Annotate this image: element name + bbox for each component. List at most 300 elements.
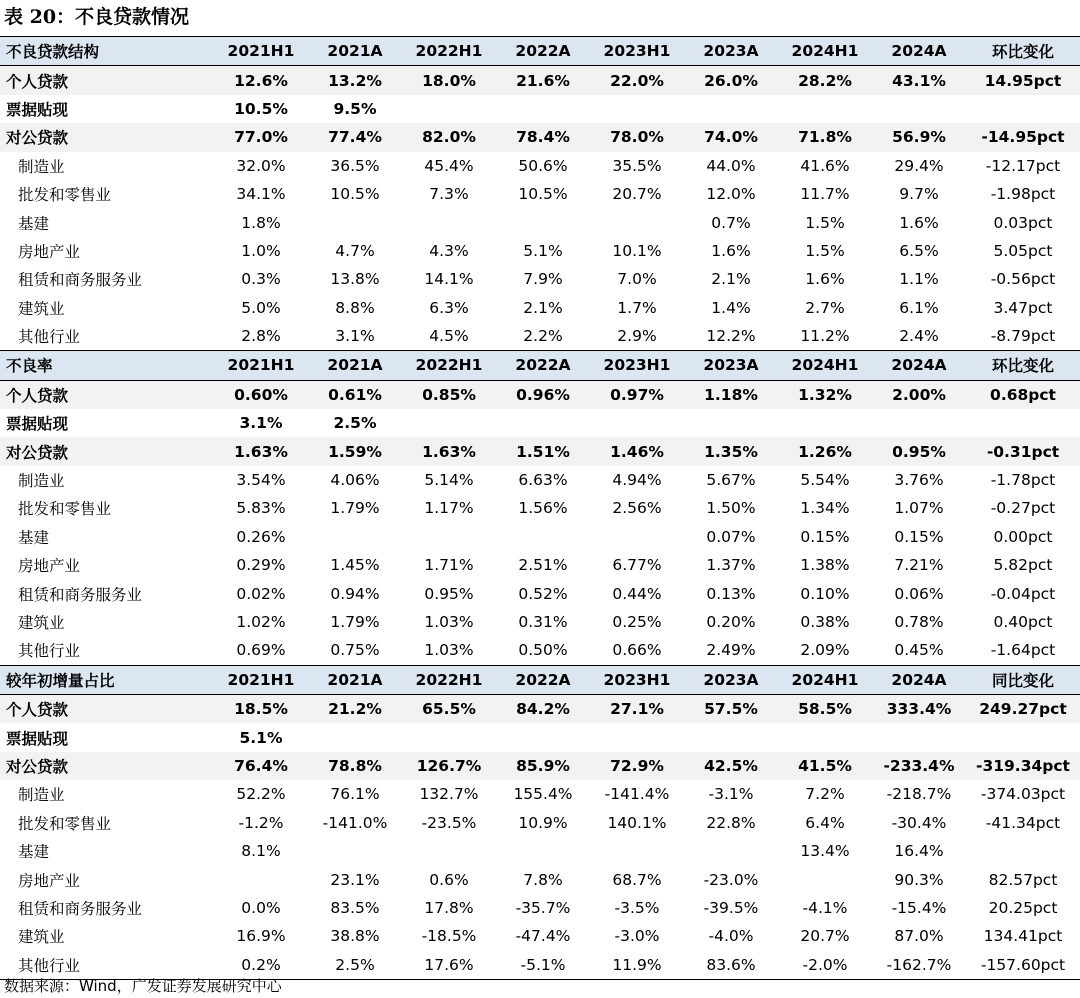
table-cell: 0.2% [241, 955, 281, 974]
column-header: 2022A [496, 351, 590, 380]
row-label: 基建 [18, 214, 50, 233]
column-header: 2024H1 [778, 351, 872, 380]
table-row [0, 237, 1080, 265]
table-cell: -319.34pct [966, 752, 1080, 780]
table-cell: 2.2% [523, 327, 563, 346]
table-cell: 13.4% [800, 842, 850, 861]
table-cell: 12.6% [214, 66, 308, 95]
table-cell [308, 523, 402, 551]
table-cell: -157.60pct [980, 955, 1066, 974]
table-cell: 18.0% [402, 66, 496, 95]
table-cell: 20.7% [800, 927, 850, 946]
table-cell: 1.02% [236, 613, 286, 631]
table-cell: 82.0% [402, 123, 496, 151]
table-cell [496, 208, 590, 236]
table-cell: 0.38% [800, 613, 850, 631]
table-cell: -47.4% [515, 927, 571, 946]
table-cell: 83.6% [706, 955, 756, 974]
table-cell [590, 723, 684, 751]
table-cell: 18.5% [214, 694, 308, 723]
row-label: 其他行业 [18, 328, 81, 347]
table-cell [402, 723, 496, 751]
table-cell: 12.0% [706, 185, 756, 204]
table-cell: 7.8% [523, 870, 563, 889]
table-cell [778, 409, 872, 437]
table-cell [590, 523, 684, 551]
table-cell: 5.54% [800, 471, 850, 490]
table-row [0, 894, 1080, 922]
table-cell: 1.17% [424, 499, 474, 518]
table-cell: -1.78pct [990, 471, 1056, 490]
table-cell [684, 95, 778, 123]
row-label: 基建 [18, 843, 50, 862]
table-cell: 1.35% [684, 437, 778, 465]
table-cell: 10.5% [518, 185, 568, 204]
table-cell: -39.5% [703, 898, 759, 917]
table-cell: 13.8% [330, 270, 380, 289]
table-cell: 5.83% [236, 499, 286, 518]
table-cell: 2.1% [711, 270, 751, 289]
table-cell: 77.0% [214, 123, 308, 151]
table-cell: 9.5% [333, 99, 377, 118]
table-cell: 6.63% [518, 471, 568, 490]
table-caption: 表 20：不良贷款情况 [4, 6, 190, 28]
table-cell [966, 95, 1080, 123]
table-cell: 1.1% [899, 270, 939, 289]
table-cell: -1.2% [238, 813, 284, 832]
section-title: 不良率 [0, 351, 214, 380]
table-row [0, 551, 1080, 579]
table-cell: 0.3% [241, 270, 281, 289]
table-cell: 1.59% [308, 437, 402, 465]
table-row [0, 922, 1080, 950]
row-label: 房地产业 [18, 871, 81, 890]
table-cell: 58.5% [778, 694, 872, 723]
table-cell [590, 95, 684, 123]
table-cell: 17.6% [424, 955, 474, 974]
table-cell: 17.8% [424, 898, 474, 917]
table-cell: 42.5% [684, 752, 778, 780]
table-cell: 0.00pct [993, 527, 1053, 546]
table-cell [778, 723, 872, 751]
table-cell: 0.85% [402, 380, 496, 409]
table-cell: 0.45% [894, 641, 944, 660]
row-label: 个人贷款 [0, 380, 214, 409]
table-cell: 2.7% [805, 298, 845, 317]
table-cell: 21.6% [496, 66, 590, 95]
table-cell: -18.5% [421, 927, 477, 946]
table-cell: 0.20% [706, 613, 756, 631]
row-label: 票据贴现 [6, 729, 69, 748]
table-cell: -0.27pct [990, 499, 1056, 518]
column-header: 2024A [872, 665, 966, 694]
table-cell: 0.68pct [966, 380, 1080, 409]
table-cell: 0.96% [496, 380, 590, 409]
table-cell: 4.94% [612, 471, 662, 490]
table-cell: 1.56% [518, 499, 568, 518]
column-header: 环比变化 [966, 351, 1080, 380]
table-cell: 3.1% [335, 327, 375, 346]
table-cell: 1.26% [778, 437, 872, 465]
table-cell [684, 409, 778, 437]
row-label: 建筑业 [18, 614, 65, 632]
table-cell: 11.7% [800, 185, 850, 204]
table-cell: -3.1% [708, 785, 754, 804]
table-cell: 4.3% [429, 241, 469, 260]
table-cell: 32.0% [236, 156, 286, 175]
row-label: 对公贷款 [0, 437, 214, 465]
table-cell: 20.7% [612, 185, 662, 204]
table-cell: -0.04pct [990, 584, 1056, 603]
table-row [0, 380, 1080, 409]
table-row [0, 409, 1080, 437]
table-cell: 7.3% [429, 185, 469, 204]
table-row [0, 208, 1080, 236]
table-cell: 10.5% [234, 99, 288, 118]
row-label: 对公贷款 [0, 123, 214, 151]
table-cell: 0.13% [706, 584, 756, 603]
row-label: 建筑业 [18, 299, 65, 318]
table-cell: 1.6% [899, 213, 939, 232]
table-cell: 45.4% [424, 156, 474, 175]
column-header: 2024H1 [778, 37, 872, 66]
table-cell: 1.63% [402, 437, 496, 465]
table-cell: -4.0% [708, 927, 754, 946]
row-label: 制造业 [18, 472, 65, 491]
table-cell: 14.1% [424, 270, 474, 289]
table-cell [308, 837, 402, 865]
table-cell: -374.03pct [980, 785, 1066, 804]
table-cell: -141.4% [604, 785, 670, 804]
table-cell: 0.15% [800, 527, 850, 546]
table-cell: 7.21% [894, 556, 944, 575]
table-cell: 21.2% [308, 694, 402, 723]
table-cell: 0.44% [612, 584, 662, 603]
table-cell: 4.7% [335, 241, 375, 260]
table-cell: 22.8% [706, 813, 756, 832]
table-cell [966, 837, 1080, 865]
table-cell: 0.25% [612, 613, 662, 631]
table-row [0, 809, 1080, 837]
table-cell [684, 723, 778, 751]
table-cell: -8.79pct [990, 327, 1056, 346]
table-cell: 41.6% [800, 156, 850, 175]
table-cell [402, 837, 496, 865]
column-header: 2022A [496, 37, 590, 66]
table-cell: 155.4% [513, 785, 573, 804]
table-cell: 26.0% [684, 66, 778, 95]
table-cell: -233.4% [872, 752, 966, 780]
row-label: 基建 [18, 528, 50, 547]
table-cell: 78.0% [590, 123, 684, 151]
table-cell: 5.05pct [993, 241, 1053, 260]
table-cell: 20.25pct [988, 898, 1058, 917]
table-cell [872, 409, 966, 437]
table-cell: 5.1% [239, 728, 283, 747]
table-row [0, 322, 1080, 351]
table-row [0, 466, 1080, 494]
row-label: 个人贷款 [0, 694, 214, 723]
table-cell: 87.0% [894, 927, 944, 946]
table-cell: 78.8% [308, 752, 402, 780]
table-cell: 0.03pct [993, 213, 1053, 232]
table-cell: 0.0% [241, 898, 281, 917]
table-row [0, 523, 1080, 551]
table-cell [402, 208, 496, 236]
table-cell: 0.61% [308, 380, 402, 409]
row-label: 批发和零售业 [18, 500, 112, 519]
table-cell: 1.4% [711, 298, 751, 317]
table-cell [684, 837, 778, 865]
table-cell: 5.82pct [993, 556, 1053, 575]
column-header: 2023H1 [590, 351, 684, 380]
table-cell: 50.6% [518, 156, 568, 175]
table-cell: 1.6% [805, 270, 845, 289]
table-cell: -141.0% [322, 813, 388, 832]
table-cell: 10.9% [518, 813, 568, 832]
table-cell: 1.79% [330, 499, 380, 518]
table-cell: 6.5% [899, 241, 939, 260]
row-label: 批发和零售业 [18, 814, 112, 833]
row-label: 房地产业 [18, 557, 81, 576]
row-label: 建筑业 [18, 928, 65, 947]
table-cell: 2.00% [872, 380, 966, 409]
table-cell: 23.1% [330, 870, 380, 889]
column-header: 2023A [684, 37, 778, 66]
row-label: 租赁和商务服务业 [18, 271, 143, 290]
row-label: 票据贴现 [6, 100, 69, 119]
table-cell [496, 837, 590, 865]
table-cell: 2.9% [617, 327, 657, 346]
table-cell: -23.0% [703, 870, 759, 889]
column-header: 2023A [684, 665, 778, 694]
table-cell: 0.29% [236, 556, 286, 575]
table-cell [308, 723, 402, 751]
table-cell: 6.1% [899, 298, 939, 317]
section-title: 较年初增量占比 [0, 665, 214, 694]
table-cell [402, 95, 496, 123]
row-label: 制造业 [18, 786, 65, 805]
table-cell [496, 95, 590, 123]
table-row [0, 837, 1080, 865]
table-cell: 0.66% [612, 641, 662, 660]
table-cell: 2.56% [612, 499, 662, 518]
row-label: 票据贴现 [6, 415, 69, 434]
table-cell: 44.0% [706, 156, 756, 175]
table-cell [214, 865, 308, 893]
table-cell: -0.56pct [990, 270, 1056, 289]
table-cell: 65.5% [402, 694, 496, 723]
column-header: 2021H1 [214, 665, 308, 694]
table-row [0, 437, 1080, 465]
table-cell [496, 409, 590, 437]
table-cell: 7.2% [805, 785, 845, 804]
table-cell: 1.5% [805, 213, 845, 232]
table-cell: 132.7% [419, 785, 479, 804]
table-cell: 1.0% [241, 241, 281, 260]
table-cell: 2.49% [706, 641, 756, 660]
table-cell: -3.0% [614, 927, 660, 946]
table-cell: 16.4% [894, 842, 944, 861]
table-cell: 0.7% [711, 213, 751, 232]
table-cell: 82.57pct [988, 870, 1058, 889]
column-header: 2024A [872, 37, 966, 66]
table-row [0, 636, 1080, 665]
table-cell: 72.9% [590, 752, 684, 780]
table-cell: 1.50% [706, 499, 756, 518]
column-header: 2021H1 [214, 37, 308, 66]
table-row [0, 494, 1080, 522]
table-cell: 3.1% [239, 414, 283, 433]
table-cell: 8.8% [335, 298, 375, 317]
table-cell: 22.0% [590, 66, 684, 95]
table-cell: 28.2% [778, 66, 872, 95]
table-cell: 4.06% [330, 471, 380, 490]
table-cell: -15.4% [891, 898, 947, 917]
table-cell: 0.6% [429, 870, 469, 889]
column-header: 2022H1 [402, 665, 496, 694]
table-cell: 0.07% [706, 527, 756, 546]
table-cell: 0.10% [800, 584, 850, 603]
table-cell: 1.18% [684, 380, 778, 409]
column-header: 2022H1 [402, 37, 496, 66]
table-cell: 1.03% [424, 613, 474, 631]
table-cell: 1.71% [424, 556, 474, 575]
table-cell: 12.2% [706, 327, 756, 346]
table-cell: -1.64pct [990, 641, 1056, 660]
row-label: 租赁和商务服务业 [18, 585, 143, 604]
table-row [0, 123, 1080, 151]
table-cell: 9.7% [899, 185, 939, 204]
table-cell: 5.1% [523, 241, 563, 260]
table-cell [402, 523, 496, 551]
table-row [0, 180, 1080, 208]
table-cell: 2.1% [523, 298, 563, 317]
table-row [0, 865, 1080, 893]
table-cell: 140.1% [607, 813, 667, 832]
table-cell [778, 95, 872, 123]
table-cell: -14.95pct [966, 123, 1080, 151]
table-cell: 77.4% [308, 123, 402, 151]
table-cell: 0.95% [872, 437, 966, 465]
table-row [0, 66, 1080, 95]
table-cell: 0.94% [330, 584, 380, 603]
table-cell: 35.5% [612, 156, 662, 175]
table-cell: 0.26% [236, 527, 286, 546]
row-label: 对公贷款 [0, 752, 214, 780]
table-cell [590, 409, 684, 437]
table-cell: 0.52% [518, 584, 568, 603]
table-cell: -2.0% [802, 955, 848, 974]
table-cell: 0.60% [214, 380, 308, 409]
column-header: 2023H1 [590, 665, 684, 694]
column-header: 2022A [496, 665, 590, 694]
table-cell: 1.5% [805, 241, 845, 260]
table-cell: 85.9% [496, 752, 590, 780]
table-row [0, 152, 1080, 180]
table-cell: 1.79% [330, 613, 380, 631]
table-cell: 1.7% [617, 298, 657, 317]
table-cell: 11.2% [800, 327, 850, 346]
section-header-row [0, 37, 1080, 66]
table-cell [590, 837, 684, 865]
table-cell: 0.15% [894, 527, 944, 546]
table-cell: -5.1% [520, 955, 566, 974]
table-cell: 1.32% [778, 380, 872, 409]
table-cell: -12.17pct [985, 156, 1061, 175]
column-header: 2023H1 [590, 37, 684, 66]
table-cell [872, 723, 966, 751]
row-label: 制造业 [18, 157, 65, 176]
table-cell: -30.4% [891, 813, 947, 832]
row-label: 其他行业 [18, 956, 81, 975]
column-header: 2022H1 [402, 351, 496, 380]
table-cell: 1.8% [241, 213, 281, 232]
table-cell: 134.41pct [983, 927, 1063, 946]
table-cell: 2.5% [333, 414, 377, 433]
table-cell: 0.78% [894, 613, 944, 631]
table-cell: 0.50% [518, 641, 568, 660]
column-header: 2024A [872, 351, 966, 380]
row-label: 其他行业 [18, 642, 81, 661]
column-header: 2021A [308, 351, 402, 380]
column-header: 2021A [308, 665, 402, 694]
table-cell: 71.8% [778, 123, 872, 151]
table-cell: 2.5% [335, 955, 375, 974]
table-cell: 84.2% [496, 694, 590, 723]
table-cell: 76.1% [330, 785, 380, 804]
section-header-row [0, 351, 1080, 380]
table-cell: -41.34pct [985, 813, 1061, 832]
table-cell: 5.67% [706, 471, 756, 490]
table-cell: 52.2% [236, 785, 286, 804]
table-cell: 126.7% [402, 752, 496, 780]
table-cell: 36.5% [330, 156, 380, 175]
table-cell: 0.97% [590, 380, 684, 409]
table-cell [966, 409, 1080, 437]
table-cell: 10.1% [612, 241, 662, 260]
table-cell: 2.4% [899, 327, 939, 346]
table-cell: 2.51% [518, 556, 568, 575]
table-cell [308, 208, 402, 236]
table-cell: 333.4% [872, 694, 966, 723]
table-cell: 13.2% [308, 66, 402, 95]
row-label: 租赁和商务服务业 [18, 899, 143, 918]
table-cell: 1.45% [330, 556, 380, 575]
table-row [0, 752, 1080, 780]
table-cell: 78.4% [496, 123, 590, 151]
table-cell: 1.51% [496, 437, 590, 465]
table-cell: -35.7% [515, 898, 571, 917]
table-cell: 3.54% [236, 471, 286, 490]
table-cell: 27.1% [590, 694, 684, 723]
column-header: 2024H1 [778, 665, 872, 694]
table-row [0, 265, 1080, 293]
table-cell: 1.38% [800, 556, 850, 575]
table-cell [966, 723, 1080, 751]
table-cell: 38.8% [330, 927, 380, 946]
table-row [0, 608, 1080, 636]
table-cell: 0.75% [330, 641, 380, 660]
table-cell: 0.02% [236, 584, 286, 603]
table-cell: 4.5% [429, 327, 469, 346]
table-cell [872, 95, 966, 123]
table-cell: 68.7% [612, 870, 662, 889]
column-header: 2021H1 [214, 351, 308, 380]
table-cell: 90.3% [894, 870, 944, 889]
section-title: 不良贷款结构 [0, 37, 214, 66]
table-cell: 10.5% [330, 185, 380, 204]
